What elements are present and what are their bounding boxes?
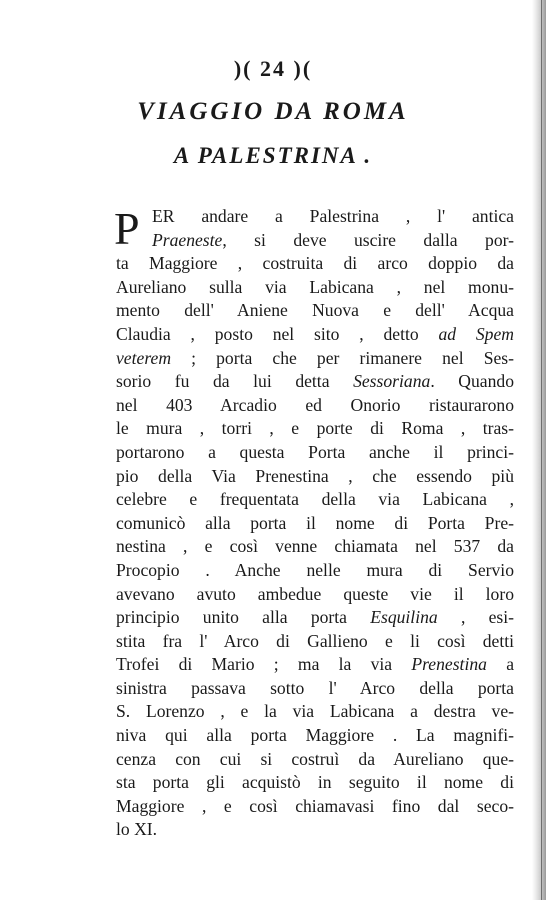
text-line xyxy=(116,795,514,819)
text-line xyxy=(116,700,514,724)
text-segment: Trofei di Mario ; ma la via xyxy=(116,654,412,675)
text-line xyxy=(116,724,514,748)
chapter-title-line-1: VIAGGIO DA ROMA xyxy=(137,98,409,125)
text-segment: sta porta gli acquistò in seguito il nome di xyxy=(116,772,514,793)
text-segment: principio unito alla porta xyxy=(116,607,371,628)
text-line xyxy=(116,535,514,559)
text-line xyxy=(116,323,514,347)
text-line xyxy=(116,583,514,607)
text-segment: Claudia , posto nel sito , detto xyxy=(116,323,439,344)
text-segment: avevano avuto ambedue queste vie il loro xyxy=(116,583,514,604)
text-line xyxy=(116,677,514,701)
text-line xyxy=(116,488,514,512)
text-segment: pio della Via Prenestina , che essendo più xyxy=(116,465,514,486)
text-line xyxy=(116,229,514,253)
text-line xyxy=(116,771,514,795)
text-segment: , si deve uscire dalla por- xyxy=(222,229,514,250)
text-segment: nestina , e così venne chiamata nel 537 da xyxy=(116,536,514,557)
text-segment: lo XI. xyxy=(116,819,158,840)
text-line xyxy=(116,394,514,418)
page-number: )( 24 )( xyxy=(233,56,313,81)
italic-phrase: veterem xyxy=(116,347,172,368)
text-segment: , esi- xyxy=(437,607,514,628)
text-segment: niva qui alla porta Maggiore . La magnifi- xyxy=(116,725,514,746)
text-segment: mento dell' Aniene Nuova e dell' Acqua xyxy=(116,300,514,321)
text-line xyxy=(116,748,514,772)
italic-phrase: Esquilina xyxy=(370,607,438,628)
body-paragraph xyxy=(116,205,514,842)
text-line xyxy=(116,818,514,842)
text-segment: Procopio . Anche nelle mura di Servio xyxy=(116,559,514,580)
italic-phrase: Prenestina xyxy=(411,654,487,675)
text-segment: ta Maggiore , costruita di arco doppio da xyxy=(116,253,514,274)
italic-phrase: Sessoriana xyxy=(353,371,431,392)
text-line xyxy=(116,252,514,276)
italic-phrase: ad Spem xyxy=(438,323,514,344)
text-line xyxy=(116,276,514,300)
text-segment: ; porta che per rimanere nel Ses- xyxy=(171,347,514,368)
text-line xyxy=(116,653,514,677)
text-segment: stita fra l' Arco di Gallieno e li così detti xyxy=(116,630,514,651)
text-segment: comunicò alla porta il nome di Porta Pre- xyxy=(116,512,514,533)
text-segment: . Quando xyxy=(430,371,514,392)
text-segment: le mura , torri , e porte di Roma , tras- xyxy=(116,418,514,439)
text-line xyxy=(116,370,514,394)
text-line xyxy=(116,559,514,583)
text-segment: Aureliano sulla via Labicana , nel monu- xyxy=(116,276,514,297)
text-segment: sorio fu da lui detta xyxy=(116,371,354,392)
text-segment: cenza con cui si costruì da Aureliano que- xyxy=(116,748,514,769)
drop-cap: P xyxy=(114,203,140,254)
text-line xyxy=(116,417,514,441)
text-line xyxy=(116,441,514,465)
text-segment: sinistra passava sotto l' Arco della porta xyxy=(116,677,514,698)
text-segment: ER andare a Palestrina , l' antica xyxy=(152,206,514,226)
text-segment: portarono a questa Porta anche il princi- xyxy=(116,441,514,462)
text-line xyxy=(116,465,514,489)
text-line xyxy=(116,630,514,654)
text-line xyxy=(116,205,514,229)
text-segment: a xyxy=(486,654,514,675)
text-line xyxy=(116,347,514,371)
page-edge-shadow xyxy=(532,0,546,900)
text-line xyxy=(116,512,514,536)
text-segment: celebre e frequentata della via Labicana , xyxy=(116,489,514,510)
text-segment: Maggiore , e così chiamavasi fino dal seco- xyxy=(116,795,514,816)
chapter-title-line-2: A PALESTRINA . xyxy=(173,143,373,168)
text-line xyxy=(116,606,514,630)
text-segment: nel 403 Arcadio ed Onorio ristaurarono xyxy=(116,394,514,415)
text-line xyxy=(116,299,514,323)
text-segment: S. Lorenzo , e la via Labicana a destra ve- xyxy=(116,701,514,722)
italic-phrase: Praeneste xyxy=(152,229,223,250)
